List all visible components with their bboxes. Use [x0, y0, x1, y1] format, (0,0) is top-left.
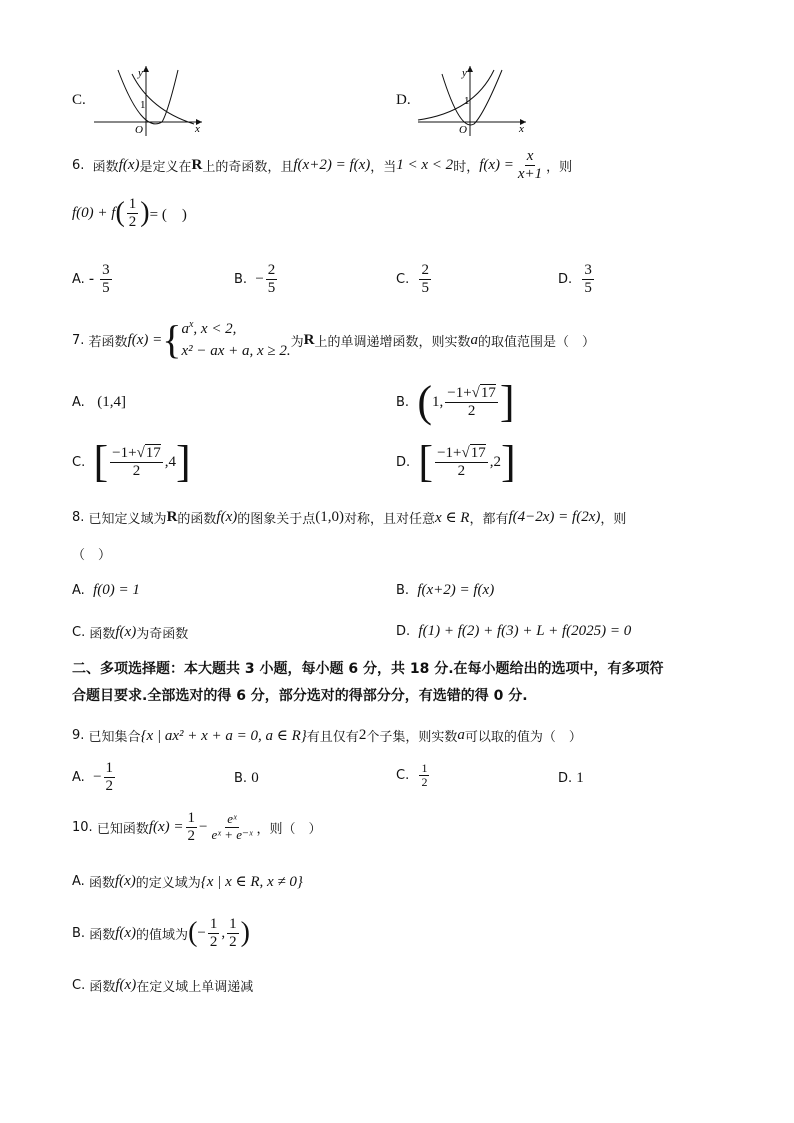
q9-stem: 9. 已知集合 {x | ax² + x + a = 0, a ∈ R} 有且仅有 2 个子集，则实数 a 可以取的值为（ ） [72, 727, 582, 745]
q5c-x-label: x [195, 123, 200, 135]
q9-option-c[interactable]: C. $\frac{1}{2}$ [396, 761, 428, 790]
q10-option-a[interactable]: A. 函数 f(x) 的定义域为 {x | x ∈ R, x ≠ 0} [72, 873, 303, 891]
q8-stem: 8. 已知定义域为 R 的函数 f(x) 的图象关于点 (1,0) 对称，且对任意 x ∈ R ，都有 f(4−2x) = f(2x) ，则 [72, 509, 627, 527]
q8-paren: （ ） [72, 548, 112, 563]
q7-option-d[interactable]: D. [ $\frac{-1+√17}{2}$ ,2 ] [396, 437, 516, 486]
section-2-heading: 二、多项选择题：本大题共 3 小题，每小题 6 分，共 18 分.在每小题给出的选项中，有多项符 合题目要求.全部选对的得 6 分，部分选对的得部分分，有选错的得 0 分. [72, 661, 664, 704]
q9-option-d[interactable]: D. 1 [558, 770, 584, 786]
q6-option-a[interactable]: A. - $\frac{3}{5}$ [72, 262, 110, 296]
q5d-origin-label: O [459, 124, 467, 136]
q10-option-b[interactable]: B. 函数 f(x) 的值域为 ( − $\frac{1}{2}$ , $\frac{1}{2}$ ) [72, 916, 250, 950]
q6-fraction: $\frac{x}{x+1}$ [517, 148, 543, 182]
q10-stem: 10. 已知函数 f(x) = $\frac{1}{2}$ − $\frac{\text{eˣ}}{\text{eˣ + e⁻ˣ}}$ ，则（ ） [72, 810, 322, 844]
q5c-origin-label: O [135, 124, 143, 136]
q5d-one-label: 1 [464, 95, 470, 107]
q6-option-b[interactable]: B. − $\frac{2}{5}$ [234, 262, 276, 296]
q7-option-c[interactable]: C. [ $\frac{-1+√17}{2}$ ,4 ] [72, 437, 191, 486]
q7-option-a[interactable]: A. (1,4] [72, 394, 126, 410]
q6-stem: 6. 函数 f(x) 是定义在 R 上的奇函数，且 f(x+2) = f(x) ，当 1 < x < 2 时， f(x) = $\frac{x}{x+1}$ ，则 [72, 148, 573, 182]
q5-option-c-label[interactable]: C. [72, 92, 86, 108]
q10-option-c[interactable]: C. 函数 f(x) 在定义域上单调递减 [72, 977, 254, 995]
q6-option-c[interactable]: C. $\frac{2}{5}$ [396, 262, 429, 296]
q8-option-a[interactable]: A. f(0) = 1 [72, 582, 140, 598]
q7-option-b[interactable]: B. ( 1, $\frac{-1+√17}{2}$ ] [396, 377, 515, 426]
q9-option-a[interactable]: A. − $\frac{1}{2}$ [72, 760, 114, 794]
q5-option-d-graph [414, 62, 529, 137]
q6-option-d[interactable]: D. $\frac{3}{5}$ [558, 262, 592, 296]
q8-option-b[interactable]: B. f(x+2) = f(x) [396, 582, 495, 598]
q5d-y-label: y [462, 67, 467, 79]
q6-stem-line2: f(0) + f ( $\frac{1}{2}$ ) = ( ) [72, 196, 187, 230]
q5-option-c-graph [90, 62, 205, 137]
q5c-one-label: 1 [140, 99, 146, 111]
q5-option-d-label[interactable]: D. [396, 92, 411, 108]
q8-option-d[interactable]: D. f(1) + f(2) + f(3) + L + f(2025) = 0 [396, 623, 632, 639]
q7-stem: 7. 若函数 f(x) = { $a^x$, x < 2, x² − ax + a, x ≥ 2. 为 R 上的单调递增函数，则实数 a 的取值范围是（ ） [72, 317, 596, 363]
q9-option-b[interactable]: B. 0 [234, 770, 259, 786]
q5d-x-label: x [519, 123, 524, 135]
q8-option-c[interactable]: C. 函数 f(x) 为奇函数 [72, 624, 189, 642]
q5c-y-label: y [138, 67, 143, 79]
